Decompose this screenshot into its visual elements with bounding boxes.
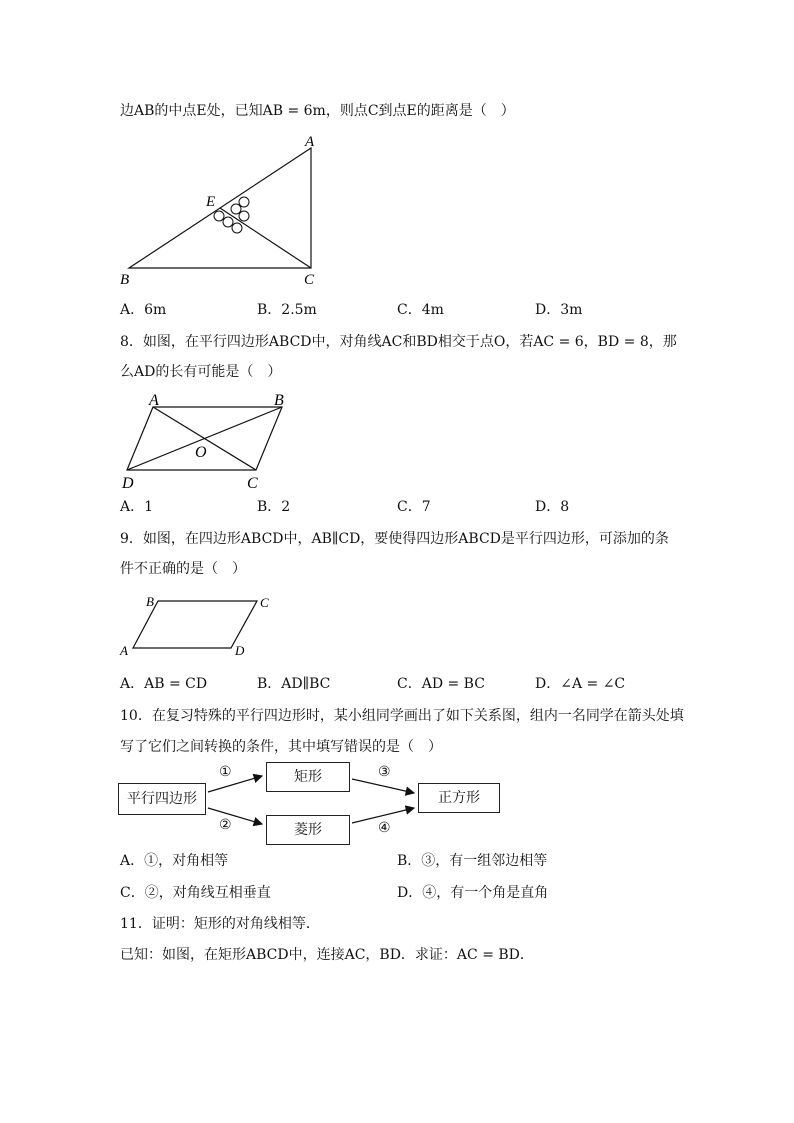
arrow-2 <box>208 808 262 824</box>
flow-mark-2: ② <box>219 817 232 833</box>
q7-option-a[interactable]: A．6m <box>120 302 167 318</box>
label-a: A <box>120 643 128 658</box>
label-a: A <box>305 134 315 150</box>
label-c: C <box>260 595 269 610</box>
q8-option-d[interactable]: D．8 <box>535 499 570 515</box>
label-a: A <box>149 392 159 409</box>
label-b: B <box>146 594 154 609</box>
q7-option-b[interactable]: B．2.5m <box>257 302 317 318</box>
flow-box-square: 正方形 <box>418 783 500 813</box>
label-o: O <box>195 444 207 461</box>
label-d: D <box>122 475 134 492</box>
q11-line2: 已知：如图，在矩形ABCD中，连接AC，BD．求证：AC = BD． <box>120 947 534 963</box>
q7-option-d[interactable]: D．3m <box>535 302 583 318</box>
q9-stem-line1: 9．如图，在四边形ABCD中，AB∥CD，要使得四边形ABCD是平行四边形，可添加的条 <box>120 531 669 547</box>
q9-option-b[interactable]: B．AD∥BC <box>257 676 331 692</box>
q9-stem-line2: 件不正确的是（ ） <box>120 561 246 577</box>
flow-mark-3: ③ <box>378 764 391 780</box>
q11-line1: 11．证明：矩形的对角线相等． <box>120 916 320 932</box>
q8-stem-line2: 么AD的长有可能是（ ） <box>120 364 282 380</box>
q10-option-b[interactable]: B．③，有一组邻边相等 <box>397 853 548 869</box>
flow-box-rhombus: 菱形 <box>266 815 350 845</box>
q8-option-b[interactable]: B．2 <box>257 499 291 515</box>
q7-option-c[interactable]: C．4m <box>397 302 444 318</box>
arrow-1 <box>208 776 262 792</box>
flow-mark-4: ④ <box>378 820 391 836</box>
label-b: B <box>120 272 130 288</box>
label-c: C <box>247 475 258 492</box>
arrow-3 <box>352 779 414 793</box>
q10-option-a[interactable]: A．①，对角相等 <box>120 853 229 869</box>
q9-option-d[interactable]: D．∠A = ∠C <box>535 676 626 692</box>
q10-option-d[interactable]: D．④，有一个角是直角 <box>397 885 549 901</box>
flow-box-parallelogram: 平行四边形 <box>118 783 206 815</box>
label-b: B <box>274 392 284 409</box>
q8-stem-line1: 8．如图，在平行四边形ABCD中，对角线AC和BD相交于点O，若AC = 6，BD = 8，那 <box>120 334 677 350</box>
label-e: E <box>206 194 216 210</box>
q10-stem-line2: 写了它们之间转换的条件，其中填写错误的是（ ） <box>120 739 442 755</box>
q7-stem: 边AB的中点E处，已知AB = 6m，则点C到点E的距离是（ ） <box>120 103 515 119</box>
q9-option-c[interactable]: C．AD = BC <box>397 676 485 692</box>
q10-stem-line1: 10．在复习特殊的平行四边形时，某小组同学画出了如下关系图，组内一名同学在箭头处填 <box>120 708 684 724</box>
q8-option-c[interactable]: C．7 <box>397 499 431 515</box>
q8-option-a[interactable]: A．1 <box>120 499 154 515</box>
label-c: C <box>304 272 315 288</box>
q10-option-c[interactable]: C．②，对角线互相垂直 <box>120 885 271 901</box>
label-d: D <box>235 643 245 658</box>
flow-mark-1: ① <box>219 764 232 780</box>
q9-option-a[interactable]: A．AB = CD <box>120 676 208 692</box>
flow-box-rectangle: 矩形 <box>266 762 350 792</box>
